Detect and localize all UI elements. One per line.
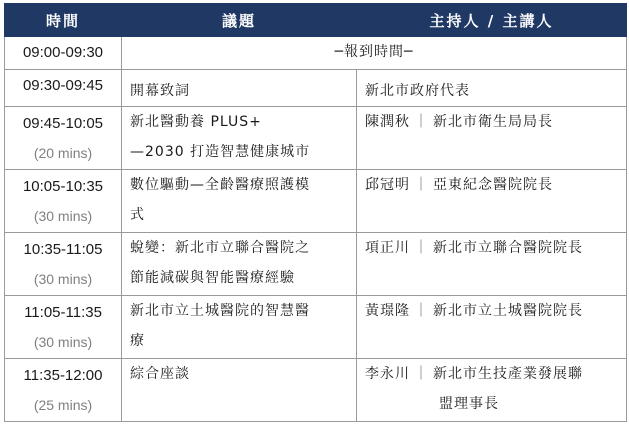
speaker-name: 邱冠明	[365, 177, 410, 193]
speaker-name: 黃璟隆	[365, 303, 410, 319]
time-cell	[5, 37, 122, 70]
speaker-text	[357, 352, 626, 419]
speaker-name: 項正川	[365, 240, 410, 256]
topic-line: 新北市立土城醫院的智慧醫	[130, 303, 310, 319]
topic-text	[122, 163, 356, 230]
topic-line: 式	[130, 207, 145, 223]
separator: ｜	[414, 366, 429, 382]
topic-line: 新北醫動養 PLUS+	[130, 114, 262, 130]
speaker-title: 新北市立土城醫院院長	[433, 303, 583, 319]
time-slot: 09:00-09:30	[22, 44, 104, 61]
topic-line: —2030 打造智慧健康城市	[130, 144, 311, 160]
time-slot: 11:35-12:00	[23, 367, 103, 384]
speaker-cell	[357, 233, 627, 296]
separator: ｜	[414, 240, 429, 256]
speaker-cell	[357, 170, 627, 233]
time-cell	[5, 359, 122, 422]
header-topic: 議題	[122, 4, 357, 37]
agenda-table	[4, 3, 627, 422]
topic-cell	[122, 359, 357, 422]
speaker-text	[357, 289, 626, 326]
table-row	[5, 37, 627, 70]
speaker-name: 李永川	[365, 366, 410, 382]
table-row	[5, 359, 627, 422]
time-slot: 09:30-09:45	[22, 77, 104, 94]
speaker-cell	[357, 359, 627, 422]
speaker-title-cont: 盟理事長	[439, 396, 499, 412]
speaker-title: 亞東紀念醫院院長	[433, 177, 553, 193]
duration-label: (25 mins)	[33, 397, 93, 413]
topic-line: 療	[130, 333, 145, 349]
time-cell	[5, 107, 122, 170]
topic-text	[122, 100, 356, 167]
topic-line: 蛻變：新北市立聯合醫院之	[130, 240, 310, 256]
separator: ｜	[414, 177, 429, 193]
topic-cell	[122, 296, 357, 359]
table-row	[5, 296, 627, 359]
duration-label: (30 mins)	[33, 334, 93, 350]
table-row	[5, 107, 627, 170]
duration-label: (30 mins)	[33, 271, 93, 287]
table-header-row	[5, 4, 627, 37]
separator: ｜	[414, 303, 429, 319]
topic-text	[122, 352, 356, 389]
duration-label: (30 mins)	[33, 208, 93, 224]
speaker-title: 新北市立聯合醫院院長	[433, 240, 583, 256]
time-cell	[5, 233, 122, 296]
time-cell	[5, 70, 122, 107]
topic-text: 開幕致詞	[130, 83, 190, 99]
topic-text	[122, 289, 356, 356]
speaker-text	[357, 163, 626, 200]
table-row	[5, 233, 627, 296]
header-host: 主持人 / 主講人	[357, 4, 627, 37]
speaker-text: 新北市政府代表	[365, 83, 470, 99]
time-slot: 09:45-10:05	[22, 115, 104, 132]
time-cell	[5, 170, 122, 233]
time-cell	[5, 296, 122, 359]
speaker-title: 新北市衛生局局長	[433, 114, 553, 130]
time-slot: 11:05-11:35	[24, 304, 102, 321]
topic-cell	[122, 107, 357, 170]
agenda-page	[4, 3, 626, 422]
time-slot: 10:35-11:05	[23, 241, 103, 258]
time-slot: 10:05-10:35	[22, 178, 104, 195]
header-time: 時間	[5, 4, 122, 37]
topic-line: 數位驅動—全齡醫療照護模	[130, 177, 310, 193]
topic-text	[122, 226, 356, 293]
separator: ｜	[414, 114, 429, 130]
topic-line: 綜合座談	[130, 366, 190, 382]
speaker-name: 陳潤秋	[365, 114, 410, 130]
topic-cell	[122, 233, 357, 296]
speaker-text	[357, 226, 626, 263]
topic-line: 節能減碳與智能醫療經驗	[130, 270, 295, 286]
table-row	[5, 170, 627, 233]
speaker-title: 新北市生技產業發展聯	[433, 366, 583, 382]
checkin-cell: ─報到時間─	[122, 37, 627, 70]
topic-cell	[122, 170, 357, 233]
speaker-cell	[357, 296, 627, 359]
speaker-cell	[357, 107, 627, 170]
duration-label: (20 mins)	[33, 145, 93, 161]
